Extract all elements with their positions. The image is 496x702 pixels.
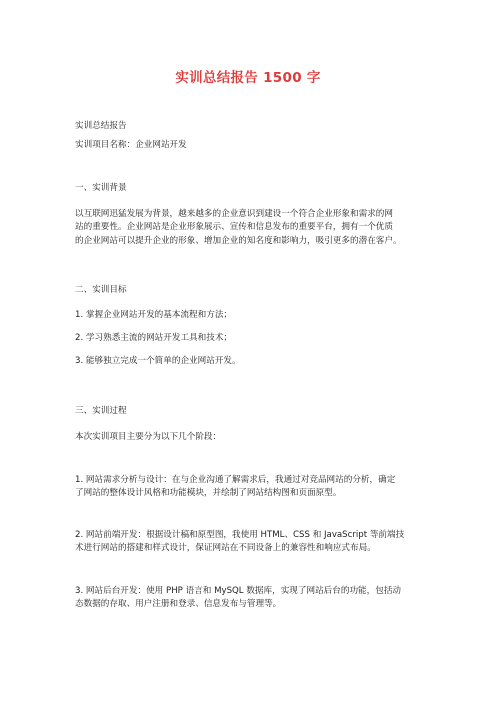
paragraph-line: 术进行网站的搭建和样式设计，保证网站在不同设备上的兼容性和响应式布局。: [75, 543, 376, 553]
paragraph-line: 的企业网站可以提升企业的形象、增加企业的知名度和影响力，吸引更多的潜在客户。: [75, 236, 402, 246]
page-title: 实训总结报告 1500 字: [175, 70, 321, 86]
paragraph-line: 3. 网站后台开发：使用 PHP 语言和 MySQL 数据库，实现了网站后台的功能，包括动: [75, 586, 402, 596]
paragraph-line: 了网站的整体设计风格和功能模块，并绘制了网站结构图和页面原型。: [75, 488, 342, 498]
paragraph-line: 以互联网迅猛发展为背景，越来越多的企业意识到建设一个符合企业形象和需求的网: [75, 209, 393, 219]
process-intro: 本次实训项目主要分为以下几个阶段：: [75, 432, 222, 442]
section-heading-process: 三、实训过程: [75, 406, 127, 416]
section-heading-background: 一、实训背景: [75, 183, 127, 193]
paragraph-line: 1. 网站需求分析与设计：在与企业沟通了解需求后，我通过对竞品网站的分析，确定: [75, 475, 396, 485]
list-item: 2. 学习熟悉主流的网站开发工具和技术；: [75, 333, 233, 343]
project-name: 实训项目名称：企业网站开发: [75, 140, 187, 150]
paragraph-line: 站的重要性。企业网站是企业形象展示、宣传和信息发布的重要平台，拥有一个优质: [75, 222, 393, 232]
section-heading-goals: 二、实训目标: [75, 285, 127, 295]
report-subtitle: 实训总结报告: [75, 121, 127, 131]
list-item: 1. 掌握企业网站开发的基本流程和方法；: [75, 310, 233, 320]
paragraph-line: 态数据的存取、用户注册和登录、信息发布与管理等。: [75, 599, 282, 609]
paragraph-line: 2. 网站前端开发：根据设计稿和原型图，我使用 HTML、CSS 和 JavaScript 等前端技: [75, 530, 405, 540]
list-item: 3. 能够独立完成一个简单的企业网站开发。: [75, 356, 241, 366]
